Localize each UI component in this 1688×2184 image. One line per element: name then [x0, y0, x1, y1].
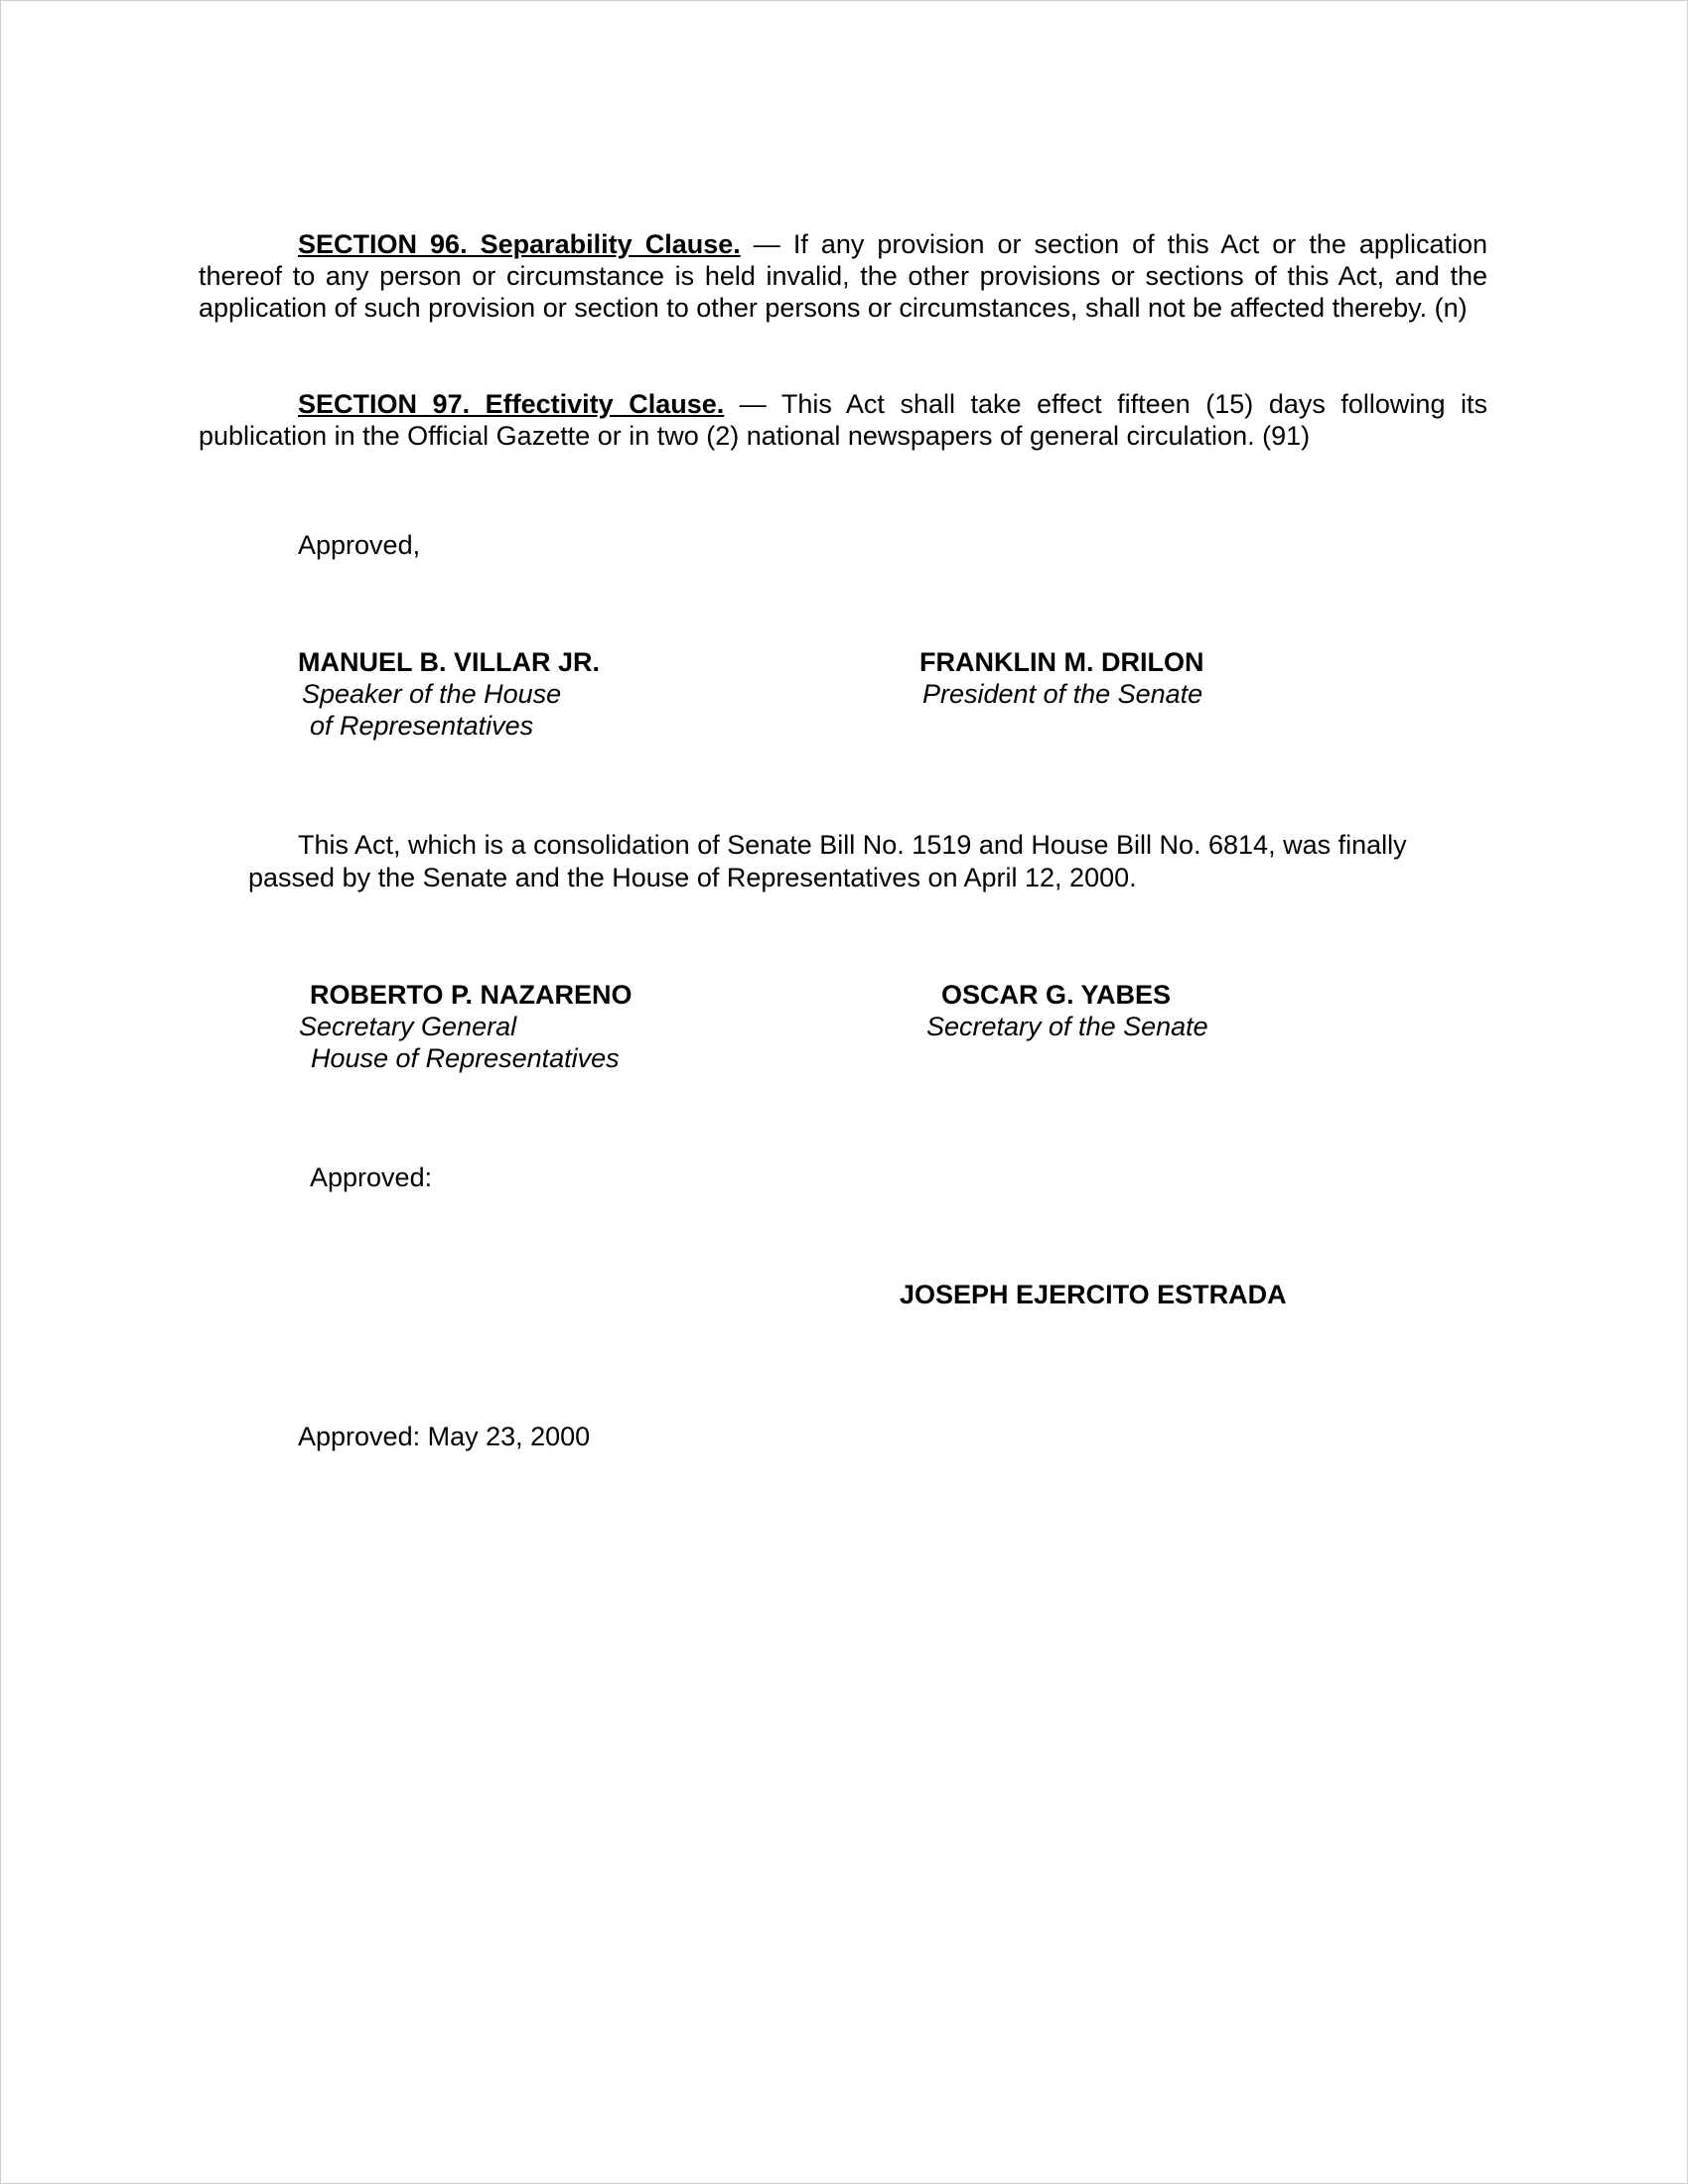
- signatory-senate-president-title: President of the Senate: [922, 679, 1203, 709]
- signatory-senate-president-name: FRANKLIN M. DRILON: [919, 647, 1204, 677]
- approval-date: Approved: May 23, 2000: [298, 1422, 591, 1451]
- signatory-secretary-general-title-1: Secretary General: [299, 1012, 517, 1041]
- signatory-senate-secretary-title: Secretary of the Senate: [926, 1012, 1208, 1041]
- section-97-text: — This Act shall take effect fifteen (15) days following its publication in the Official Gazette or in two (2) national newspapers of general circulation. (91): [199, 389, 1487, 451]
- section-97-paragraph: [199, 388, 1487, 452]
- signatory-senate-secretary-name: OSCAR G. YABES: [941, 980, 1172, 1010]
- section-96-heading: SECTION 96. Separability Clause.: [298, 229, 741, 259]
- section-96-text: — If any provision or section of this Act or the application thereof to any person or circumstance is held invalid, the other provisions or sections of this Act, and the application of such provision or section to other persons or circumstances, shall not be affected thereby. (n): [199, 229, 1487, 323]
- approved-label-1: Approved,: [298, 530, 421, 560]
- signatory-speaker-title-2: of Representatives: [310, 711, 534, 741]
- passage-line-2: passed by the Senate and the House of Representatives on April 12, 2000.: [248, 863, 1137, 892]
- section-97-heading: SECTION 97. Effectivity Clause.: [298, 389, 725, 419]
- signatory-speaker-title-1: Speaker of the House: [302, 679, 562, 709]
- signatory-secretary-general-name: ROBERTO P. NAZARENO: [310, 980, 633, 1010]
- section-96-paragraph: [199, 228, 1487, 324]
- signatory-secretary-general-title-2: House of Representatives: [311, 1043, 620, 1073]
- signatory-speaker-name: MANUEL B. VILLAR JR.: [298, 647, 601, 677]
- approved-label-2: Approved:: [310, 1162, 433, 1192]
- passage-line-1: This Act, which is a consolidation of Senate Bill No. 1519 and House Bill No. 6814, was finally: [298, 830, 1407, 860]
- president-name: JOSEPH EJERCITO ESTRADA: [900, 1280, 1287, 1309]
